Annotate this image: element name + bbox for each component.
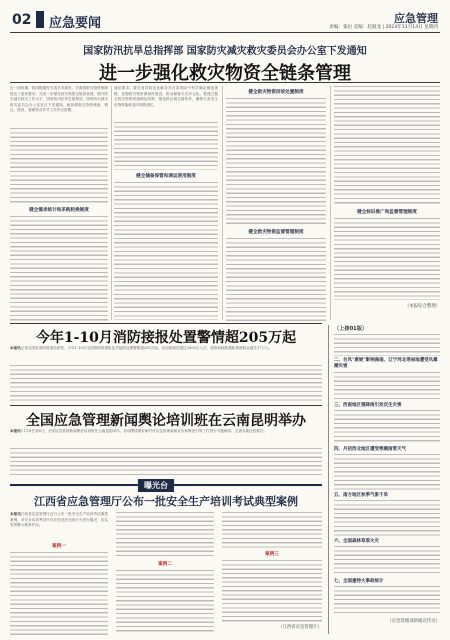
training-body bbox=[10, 429, 322, 446]
lead-column-4 bbox=[334, 86, 440, 320]
lead-byline: （本报综合整理） bbox=[404, 304, 440, 309]
text-block bbox=[114, 182, 218, 320]
section-title: 应急要闻 bbox=[49, 16, 102, 31]
training-dateline: 本报讯 bbox=[10, 429, 21, 433]
lead-kicker: 国家防汛抗旱总指挥部 国家防灾减灾救灾委员会办公室下发通知 bbox=[83, 46, 367, 57]
text-block bbox=[116, 512, 214, 558]
feature-headline: 江西省应急管理厅公布一批安全生产培训考试典型案例 bbox=[34, 495, 298, 508]
lead-subhead-2: 健全储备保管和调运使用制度 bbox=[136, 174, 196, 179]
sidebar-byline: （应急管理部新闻宣传司） bbox=[387, 619, 440, 624]
sidebar-item-3: 四、月初西北地区遭受寒潮雨雪天气 bbox=[334, 447, 406, 452]
section-rule bbox=[10, 323, 322, 324]
text-block bbox=[334, 586, 440, 616]
sidebar-item-5: 六、全国森林草原火灾 bbox=[334, 539, 379, 544]
text-block bbox=[334, 86, 440, 206]
feature-text: 江西省应急管理厅近日公布一批安全生产培训考试典型案例，对安全培训考试中存在的违法违规行为进行曝光，切实发挥警示教育作用。 bbox=[10, 512, 108, 528]
text-block bbox=[334, 454, 440, 490]
paper-name: 应急管理 bbox=[394, 12, 438, 25]
feature-byline: （江西省应急管理厅） bbox=[278, 625, 322, 630]
stats-article bbox=[10, 346, 322, 402]
lead-headline: 进一步强化救灾物资全链条管理 bbox=[99, 63, 351, 84]
feature-column-1 bbox=[10, 512, 108, 634]
masthead bbox=[0, 0, 450, 34]
column-divider bbox=[111, 86, 112, 320]
training-article bbox=[10, 429, 322, 479]
column-divider bbox=[222, 86, 223, 320]
lead-subhead-3: 健全救灾物资回收处置制度 bbox=[248, 90, 304, 95]
text-block bbox=[334, 372, 440, 400]
masthead-rule bbox=[10, 32, 440, 33]
stats-dateline: 本报讯 bbox=[10, 346, 21, 350]
lead-column-1 bbox=[10, 86, 108, 320]
feature-case-3: 案例三 bbox=[265, 552, 279, 557]
stats-text: 记者从国家消防救援局获悉，今年1-10月全国消防救援队伍共接报处置警情超205万起，出动指战员超过2900万人次，营救和疏散遇险被困群众超过37万人。 bbox=[20, 346, 273, 350]
sidebar-item-2: 三、西南地区强降雨引发次生灾害 bbox=[334, 403, 402, 408]
text-block bbox=[226, 238, 326, 322]
text-block bbox=[334, 334, 440, 356]
text-block bbox=[10, 552, 108, 636]
text-block bbox=[10, 216, 108, 322]
section-bar bbox=[36, 11, 44, 28]
feature-column-3 bbox=[222, 512, 322, 634]
lead-column-3 bbox=[226, 86, 326, 320]
lead-column-2 bbox=[114, 86, 218, 320]
feature-tag: 曝光台 bbox=[138, 479, 174, 492]
lead-rule bbox=[10, 82, 440, 83]
feature-article bbox=[10, 512, 322, 634]
section-rule bbox=[10, 405, 322, 406]
lead-intro: 近一段时期，我国极端性灾害多发频发，对我国救灾物资保障提出了更高要求。为进一步强化救灾物资全链条管理，提升防灾减灾救灾工作水平，国家防汛抗旱总指挥部、国家防灾减灾救灾委员会办公室近日下发通知，就加强救灾物资储备、调运、使用、管理等各环节工作作出部署。 bbox=[10, 86, 108, 113]
stats-headline: 今年1-10月消防接报处置警情超205万起 bbox=[35, 330, 297, 346]
text-block bbox=[222, 512, 322, 548]
feature-dateline: 本报讯 bbox=[10, 512, 21, 516]
column-divider bbox=[330, 86, 331, 320]
masthead-meta: 责编：秦岩 美编：赵淑龙 | 2024年11月14日 星期四 bbox=[329, 25, 438, 30]
text-block bbox=[334, 218, 440, 300]
text-block bbox=[222, 560, 322, 622]
text-block bbox=[10, 128, 108, 204]
feature-column-2 bbox=[116, 512, 214, 634]
page-number: 02 bbox=[12, 12, 32, 28]
stats-body bbox=[10, 346, 322, 363]
sidebar-item-4: 五、南方地区秋季气象干旱 bbox=[334, 493, 388, 498]
sidebar-divider bbox=[328, 325, 329, 634]
lead-body: 通知要求，要在有效防范化解各类灾害风险中科学确定储备规模，加强救灾物资储备库建设，推动储备方式多元化。要建立健全救灾物资快速调运机制，强化跨区域支援协作，确保灾害发生后物资能够及时调拨到位。 bbox=[114, 86, 218, 107]
lead-subhead-4: 健全救灾物资监督管理制度 bbox=[248, 230, 304, 235]
text-block bbox=[10, 365, 322, 401]
sidebar-title: （上接01版） bbox=[334, 326, 368, 332]
text-block bbox=[116, 570, 214, 634]
sidebar-item-1: 二、台风"康妮"影响海南、辽宁河北等局地遭受风暴潮灾害 bbox=[334, 358, 438, 369]
lead-subhead-5: 健全标识推广和监督管理制度 bbox=[357, 210, 417, 215]
training-text: 11月6日至8日，全国应急管理新闻舆论培训班在云南昆明举办。培训围绕做好新时代应急管理新闻宣传和舆论引导工作进行专题辅导，交流各地经验做法。 bbox=[20, 429, 268, 433]
feature-body bbox=[10, 512, 108, 540]
sidebar-item-6: 七、全国重特大事故统计 bbox=[334, 579, 384, 584]
text-block bbox=[334, 500, 440, 536]
feature-case-2: 案例二 bbox=[158, 562, 172, 567]
text-block bbox=[226, 98, 326, 226]
feature-case-1: 案例一 bbox=[52, 544, 66, 549]
text-block bbox=[114, 122, 218, 170]
sidebar bbox=[334, 325, 440, 634]
text-block bbox=[334, 546, 440, 576]
training-headline: 全国应急管理新闻舆论培训班在云南昆明举办 bbox=[26, 413, 306, 429]
text-block bbox=[334, 410, 440, 444]
lead-subhead-1: 健全需求统计和采购轮换制度 bbox=[29, 208, 89, 213]
text-block bbox=[10, 448, 322, 478]
